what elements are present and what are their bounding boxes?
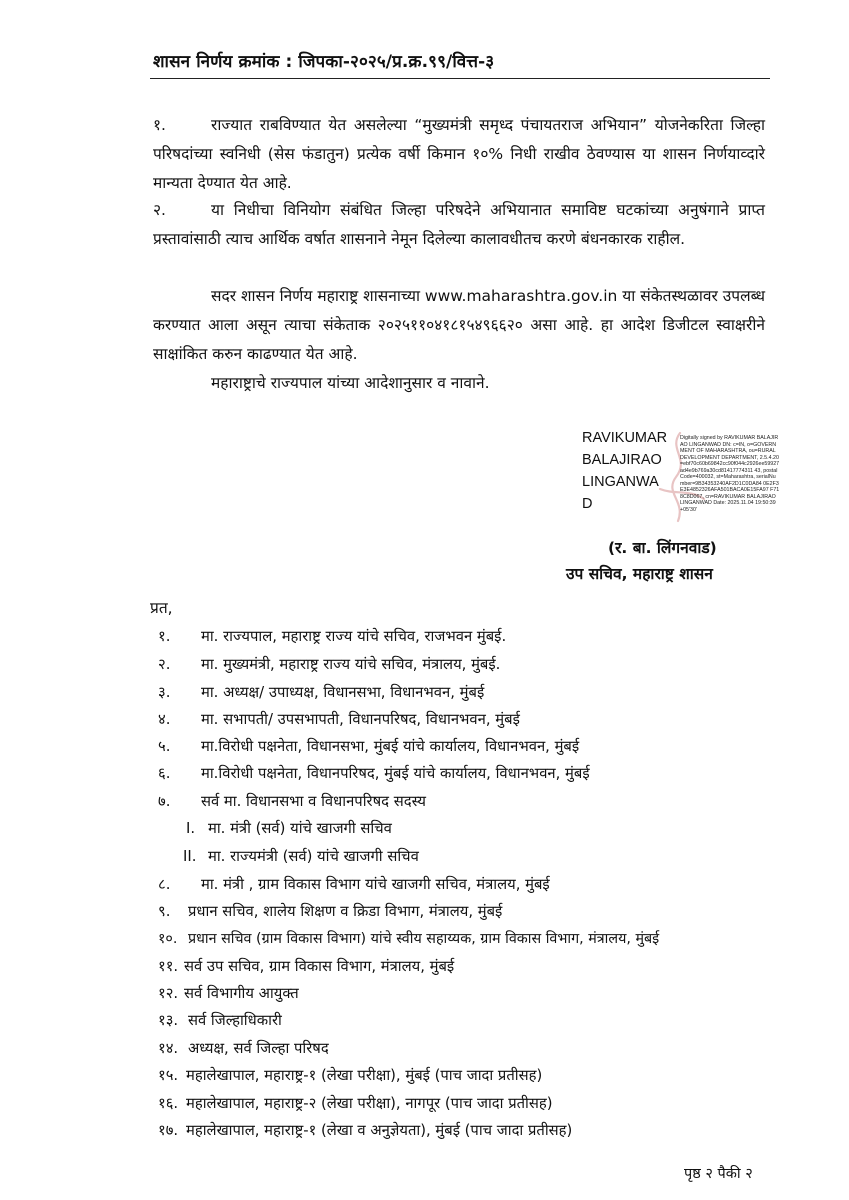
signer-name-line: LINGANWA bbox=[582, 474, 659, 490]
list-item bbox=[158, 875, 550, 895]
paragraph-1 bbox=[153, 111, 765, 198]
list-item bbox=[158, 984, 299, 1004]
paragraph-number: १. bbox=[153, 116, 166, 134]
list-item-number: ६. bbox=[158, 765, 171, 782]
list-item-number: १. bbox=[158, 628, 171, 645]
list-item-text: मा.विरोधी पक्षनेता, विधानपरिषद, मुंबई यांचे कार्यालय, विधानभवन, मुंबई bbox=[201, 765, 590, 782]
signer-name-line: D bbox=[582, 496, 593, 512]
list-item-number: १७. bbox=[158, 1122, 179, 1139]
list-item-text: प्रधान सचिव, शालेय शिक्षण व क्रिडा विभाग, मंत्रालय, मुंबई bbox=[188, 903, 503, 920]
list-item-number: II. bbox=[183, 848, 197, 865]
signer-name-line: RAVIKUMAR bbox=[582, 430, 668, 446]
list-item bbox=[183, 847, 419, 867]
list-item-number: ५. bbox=[158, 738, 171, 755]
list-item bbox=[158, 957, 454, 977]
paragraph-text: महाराष्ट्राचे राज्यपाल यांच्या आदेशानुसार व नावाने. bbox=[211, 374, 490, 392]
list-item bbox=[158, 929, 659, 949]
list-item bbox=[158, 655, 500, 675]
list-item-text: महालेखापाल, महाराष्ट्र-२ (लेखा परीक्षा), नागपूर (पाच जादा प्रतीसह) bbox=[186, 1095, 553, 1112]
list-item-number: १५. bbox=[158, 1067, 179, 1084]
paragraph-text: या निधीचा विनियोग संबंधित जिल्हा परिषदेने अभियानात समाविष्ट घटकांच्या अनुषंगाने प्राप्त प्रस्तावांसाठी त्याच आर्थिक वर्षात शासनाने नेमून दिलेल्या कालावधीतच करणे बंधनकारक राहील. bbox=[153, 201, 765, 248]
list-item bbox=[158, 792, 426, 812]
list-item-number: ९. bbox=[158, 903, 171, 920]
list-item bbox=[158, 1066, 542, 1086]
list-item bbox=[158, 1011, 282, 1031]
paragraph-text: सदर शासन निर्णय महाराष्ट्र शासनाच्या www.maharashtra.gov.in या संकेतस्थळावर उपलब्ध करण्यात आला असून त्याचा संकेताक २०२५११०४१८१५४९६६२० असा आहे. हा आदेश डिजीटल स्वाक्षरीने साक्षांकित करुन काढण्यात येत आहे. bbox=[153, 287, 765, 363]
list-item-text: सर्व विभागीय आयुक्त bbox=[184, 985, 299, 1002]
paragraph-website-notice bbox=[153, 282, 765, 369]
header-divider bbox=[150, 78, 770, 79]
list-item-text: अध्यक्ष, सर्व जिल्हा परिषद bbox=[188, 1040, 329, 1057]
list-item-number: ३. bbox=[158, 684, 171, 701]
list-item bbox=[158, 764, 590, 784]
paragraph-2 bbox=[153, 196, 765, 254]
signer-name: (र. बा. लिंगनवाड) bbox=[608, 539, 717, 557]
list-item-text: सर्व जिल्हाधिकारी bbox=[188, 1012, 282, 1029]
distribution-heading: प्रत, bbox=[150, 599, 173, 617]
list-item bbox=[158, 710, 520, 730]
list-item bbox=[158, 737, 579, 757]
list-item-number: १३. bbox=[158, 1012, 179, 1029]
list-item-text: मा. अध्यक्ष/ उपाध्यक्ष, विधानसभा, विधानभवन, मुंबई bbox=[201, 684, 485, 701]
list-item-text: सर्व मा. विधानसभा व विधानपरिषद सदस्य bbox=[201, 793, 426, 810]
list-item-number: १६. bbox=[158, 1095, 179, 1112]
list-item-number: १०. bbox=[158, 931, 178, 947]
list-item bbox=[158, 1039, 329, 1059]
list-item-number: २. bbox=[158, 656, 171, 673]
list-item-text: मा. राज्यपाल, महाराष्ट्र राज्य यांचे सचिव, राजभवन मुंबई. bbox=[201, 628, 507, 645]
list-item-number: १२. bbox=[158, 985, 179, 1002]
list-item bbox=[158, 902, 502, 922]
paragraph-governor-order bbox=[153, 369, 765, 398]
list-item bbox=[158, 627, 506, 647]
paragraph-number: २. bbox=[153, 201, 166, 219]
list-item-text: सर्व उप सचिव, ग्राम विकास विभाग, मंत्रालय, मुंबई bbox=[184, 958, 455, 975]
list-item-number: १४. bbox=[158, 1040, 179, 1057]
list-item bbox=[158, 683, 484, 703]
list-item bbox=[158, 1121, 572, 1141]
list-item-text: मा.विरोधी पक्षनेता, विधानसभा, मुंबई यांचे कार्यालय, विधानभवन, मुंबई bbox=[201, 738, 580, 755]
signer-digital-name bbox=[582, 427, 677, 515]
list-item bbox=[158, 1094, 553, 1114]
list-item-number: ४. bbox=[158, 711, 171, 728]
list-item-text: महालेखापाल, महाराष्ट्र-१ (लेखा परीक्षा), मुंबई (पाच जादा प्रतीसह) bbox=[186, 1067, 543, 1084]
list-item-text: मा. सभापती/ उपसभापती, विधानपरिषद, विधानभवन, मुंबई bbox=[201, 711, 520, 728]
paragraph-text: राज्यात राबविण्यात येत असलेल्या “मुख्यमंत्री समृध्द पंचायतराज अभियान” योजनेकरिता जिल्हा परिषदांच्या स्वनिधी (सेस फंडातुन) प्रत्येक वर्षी किमान १०% निधी राखीव ठेवण्यास या शासन निर्णयाव्दारे मान्यता देण्यात येत आहे. bbox=[153, 116, 765, 192]
list-item-number: ८. bbox=[158, 876, 171, 893]
list-item bbox=[186, 819, 392, 839]
digital-signature-block bbox=[582, 427, 782, 527]
list-item-number: I. bbox=[186, 820, 196, 837]
page-number: पृष्ठ २ पैकी २ bbox=[684, 1166, 753, 1182]
signature-details: Digitally signed by RAVIKUMAR BALAJIRAO LINGANWAD DN: c=IN, o=GOVERNMENT OF MAHARASHTRA, ou=RURAL DEVELOPMENT DEPARTMENT, 2.5.4.20=ebf70c60b69842cc90f044c2926ee59927ad4e9b769a30cd81417774311 43, postalCode=400032, st=Maharashtra, serialNumber=9B34353240AF2D1C0DA84 0E2F3E3E4852326AFA501BACA0E15FA97 F718C8D067, cn=RAVIKUMAR BALAJIRAO LINGANWAD Date: 2025.11.04 19:50:39 +05'30' bbox=[680, 435, 780, 513]
list-item-text: मा. मंत्री (सर्व) यांचे खाजगी सचिव bbox=[208, 820, 392, 837]
list-item-text: मा. राज्यमंत्री (सर्व) यांचे खाजगी सचिव bbox=[208, 848, 419, 865]
gr-number-header: शासन निर्णय क्रमांक : जिपका-२०२५/प्र.क्र.९९/वित्त-३ bbox=[153, 52, 495, 72]
list-item-text: प्रधान सचिव (ग्राम विकास विभाग) यांचे स्वीय सहाय्यक, ग्राम विकास विभाग, मंत्रालय, मुंबई bbox=[188, 931, 660, 947]
list-item-number: ११. bbox=[158, 958, 179, 975]
signer-designation: उप सचिव, महाराष्ट्र शासन bbox=[566, 565, 713, 583]
signer-name-line: BALAJIRAO bbox=[582, 452, 662, 468]
list-item-text: महालेखापाल, महाराष्ट्र-१ (लेखा व अनुज्ञेयता), मुंबई (पाच जादा प्रतीसह) bbox=[186, 1122, 573, 1139]
list-item-text: मा. मंत्री , ग्राम विकास विभाग यांचे खाजगी सचिव, मंत्रालय, मुंबई bbox=[201, 876, 550, 893]
list-item-number: ७. bbox=[158, 793, 171, 810]
list-item-text: मा. मुख्यमंत्री, महाराष्ट्र राज्य यांचे सचिव, मंत्रालय, मुंबई. bbox=[201, 656, 501, 673]
